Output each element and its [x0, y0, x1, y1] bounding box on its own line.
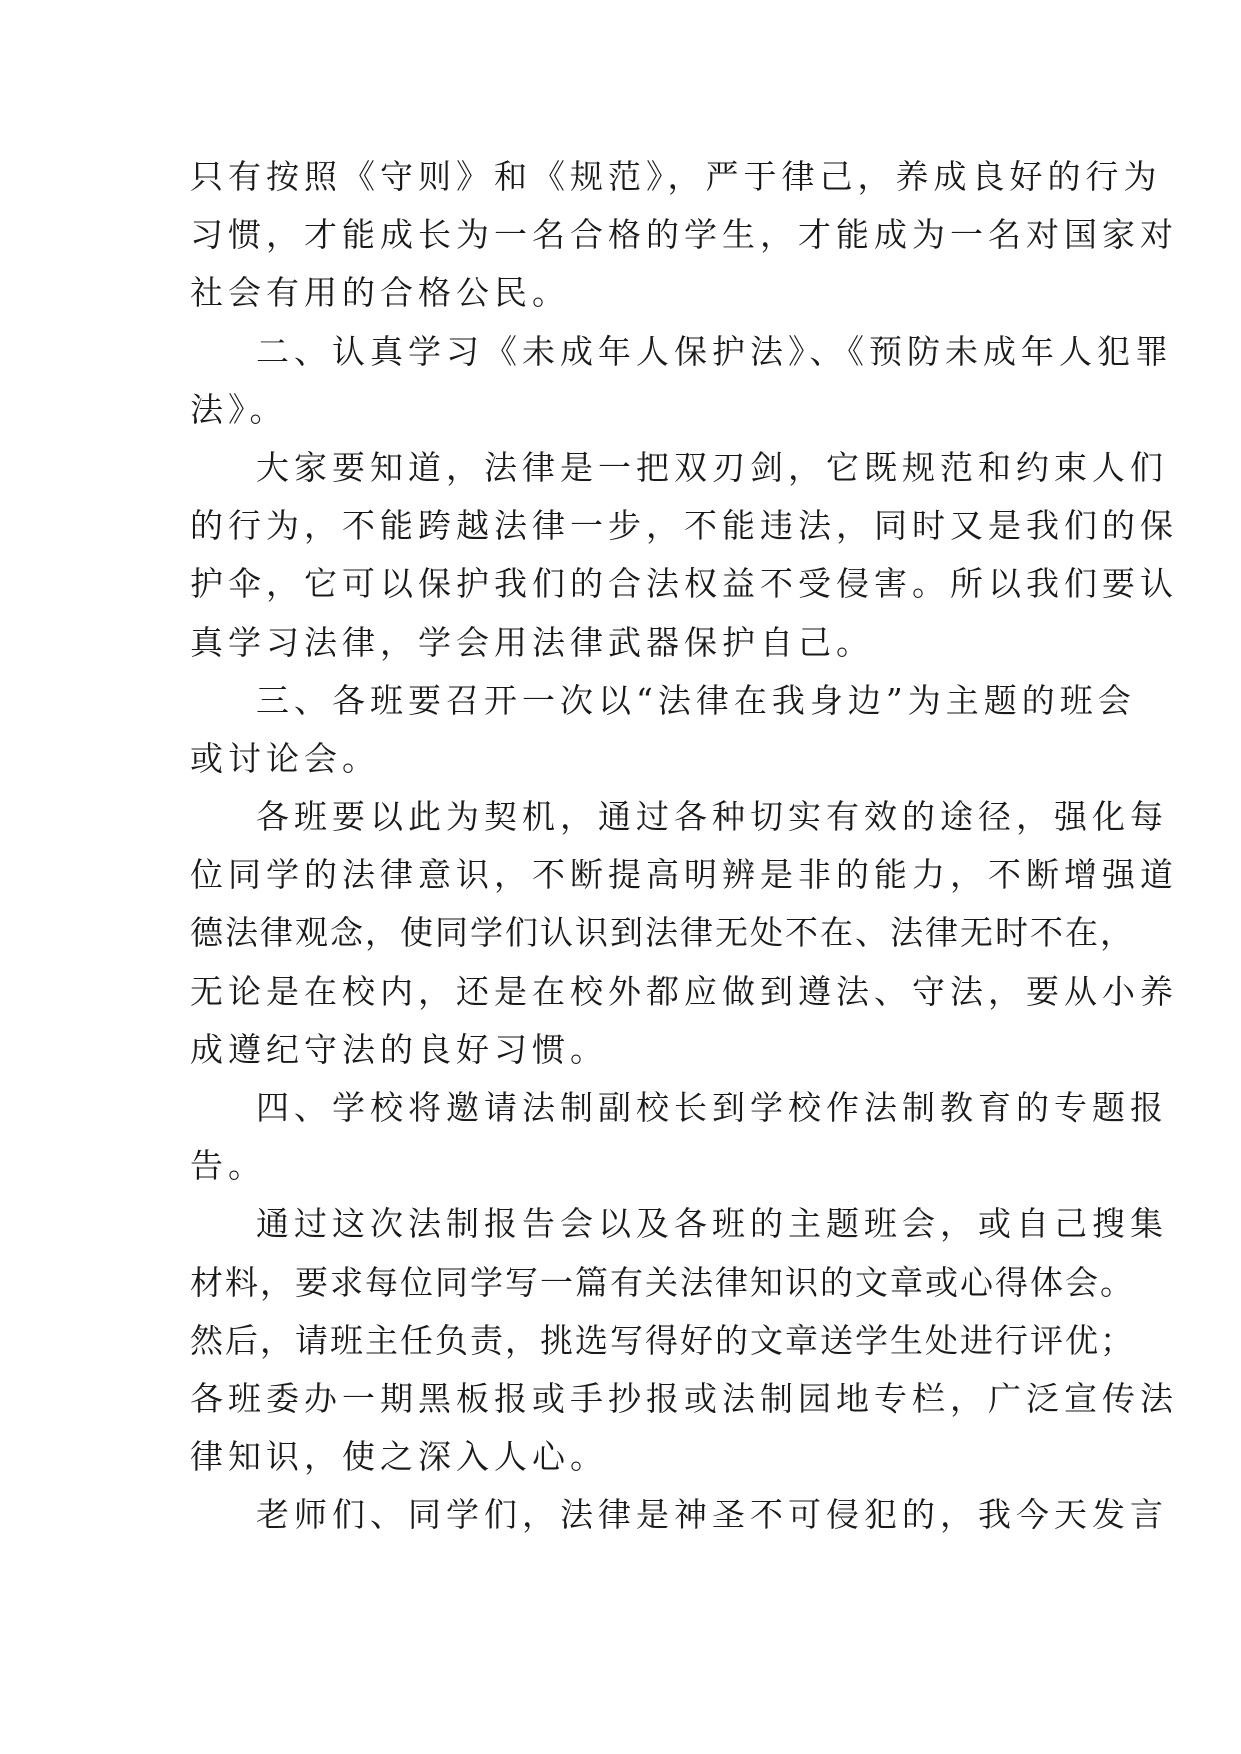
text-line: 社会有用的合格公民。: [190, 273, 570, 313]
text-line: 律知识，使之深入人心。: [190, 1437, 608, 1477]
text-line: 老师们、同学们，法律是神圣不可侵犯的，我今天发言: [256, 1495, 1168, 1535]
text-line: 大家要知道，法律是一把双刃剑，它既规范和约束人们: [256, 447, 1168, 487]
text-line: 或讨论会。: [190, 738, 380, 778]
text-line: 习惯，才能成长为一名合格的学生，才能成为一名对国家对: [190, 215, 1178, 255]
text-line: 然后，请班主任负责，挑选写得好的文章送学生处进行评优；: [190, 1320, 1135, 1360]
text-line: 法》。: [190, 389, 288, 429]
text-line: 位同学的法律意识，不断提高明辨是非的能力，不断增强道: [190, 855, 1178, 895]
section-heading-2: 二、认真学习《未成年人保护法》、《预防未成年人犯罪: [256, 331, 1173, 371]
text-line: 各班要以此为契机，通过各种切实有效的途径，强化每: [256, 797, 1168, 837]
text-line: 真学习法律，学会用法律武器保护自己。: [190, 622, 874, 662]
text-line: 德法律观念，使同学们认识到法律无处不在、法律无时不在，: [190, 913, 1135, 953]
text-line: 只有按照《守则》和《规范》，严于律己，养成良好的行为: [190, 157, 1162, 196]
section-heading-3: 三、各班要召开一次以“法律在我身边”为主题的班会: [256, 680, 1136, 720]
text-line: 告。: [190, 1146, 266, 1186]
text-line: 各班委办一期黑板报或手抄报或法制园地专栏，广泛宣传法: [190, 1378, 1178, 1418]
text-line: 无论是在校内，还是在校外都应做到遵法、守法，要从小养: [190, 971, 1178, 1011]
text-line: 护伞，它可以保护我们的合法权益不受侵害。所以我们要认: [190, 564, 1178, 604]
text-line: 材料，要求每位同学写一篇有关法律知识的文章或心得体会。: [190, 1262, 1135, 1302]
document-body: [190, 148, 1178, 1545]
text-line: 的行为，不能跨越法律一步，不能违法，同时又是我们的保: [190, 506, 1178, 546]
text-line: 成遵纪守法的良好习惯。: [190, 1029, 608, 1069]
section-heading-4: 四、学校将邀请法制副校长到学校作法制教育的专题报: [256, 1088, 1168, 1127]
text-line: 通过这次法制报告会以及各班的主题班会，或自己搜集: [256, 1204, 1168, 1244]
